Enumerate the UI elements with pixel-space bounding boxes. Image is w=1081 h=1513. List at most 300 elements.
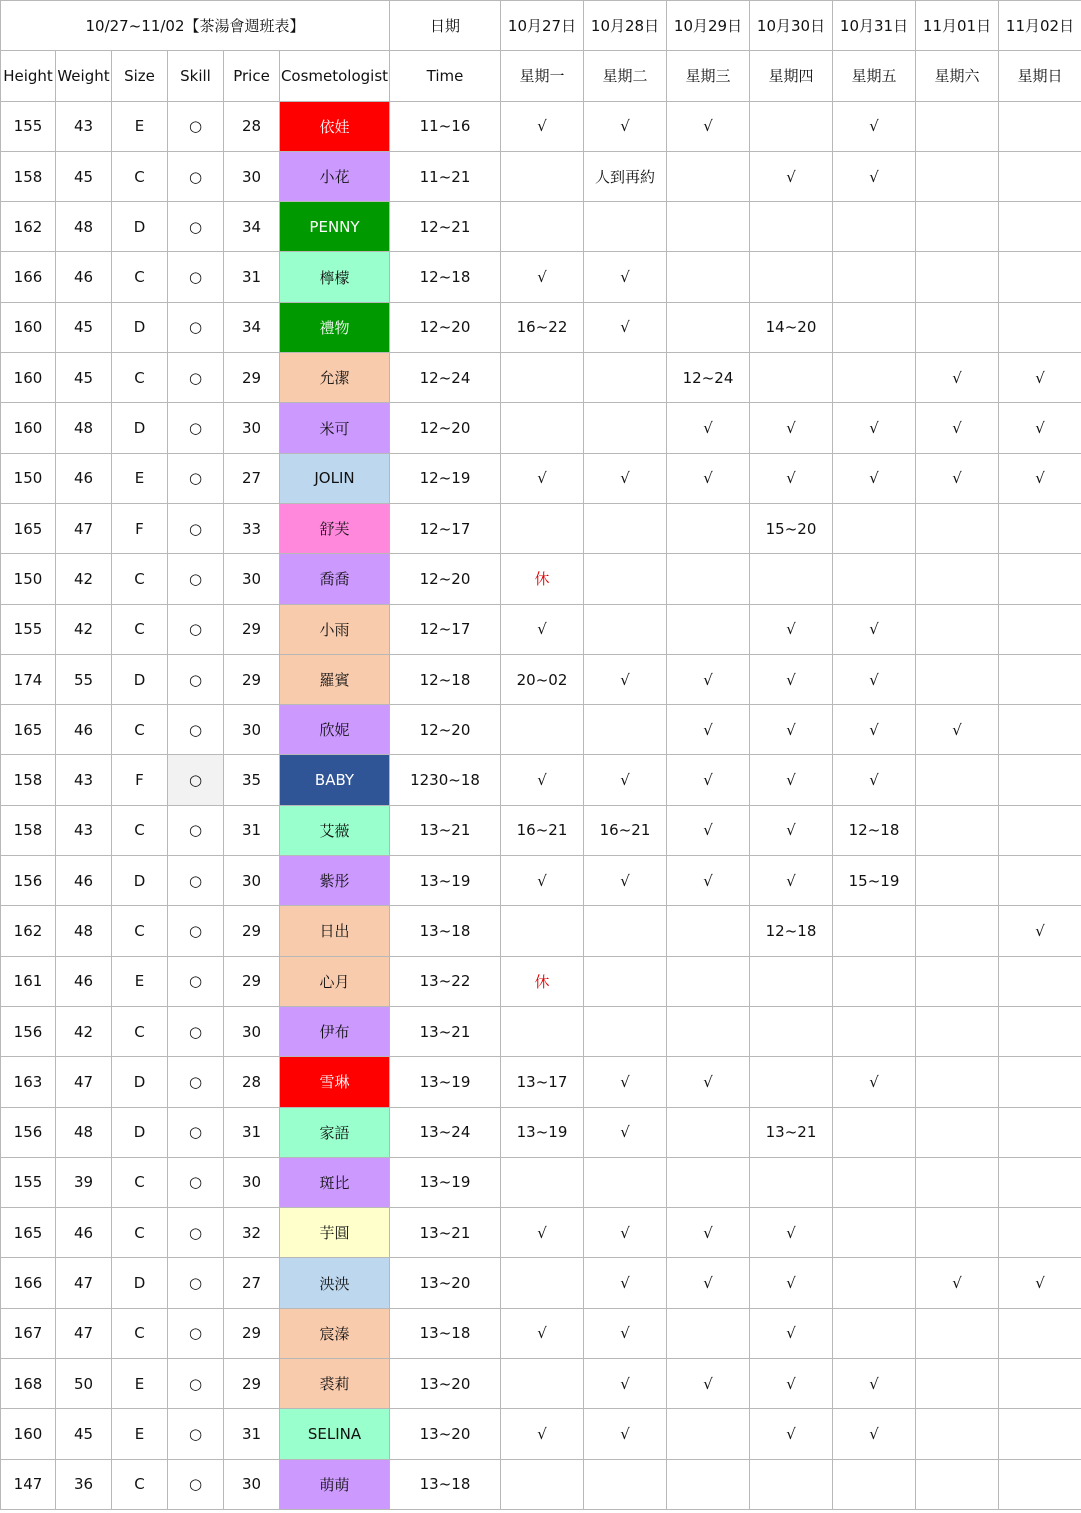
shift-check: √ (667, 1258, 750, 1308)
cell-height: 166 (1, 252, 56, 302)
cell-weight: 48 (56, 906, 112, 956)
shift-empty (750, 554, 833, 604)
shift-empty (999, 705, 1081, 755)
shift-check: √ (833, 101, 916, 151)
cell-height: 160 (1, 1409, 56, 1459)
shift-empty (667, 1409, 750, 1459)
cell-price: 29 (224, 956, 280, 1006)
cell-height: 156 (1, 1006, 56, 1056)
shift-check: √ (667, 654, 750, 704)
shift-check: √ (584, 654, 667, 704)
shift-empty (999, 856, 1081, 906)
cell-height: 162 (1, 202, 56, 252)
table-row (1, 1359, 1081, 1409)
shift-check: √ (584, 1308, 667, 1358)
cell-skill: ○ (168, 654, 224, 704)
shift-empty (584, 1459, 667, 1509)
shift-empty (999, 252, 1081, 302)
column-header-skill: Skill (168, 51, 224, 101)
cell-skill: ○ (168, 554, 224, 604)
shift-empty (999, 554, 1081, 604)
shift-empty (999, 1459, 1081, 1509)
shift-empty (584, 503, 667, 553)
shift-empty (501, 1459, 584, 1509)
shift-check: √ (833, 705, 916, 755)
shift-empty (584, 202, 667, 252)
shift-empty (999, 1157, 1081, 1207)
date-header: 10月28日 (584, 1, 667, 51)
table-row (1, 453, 1081, 503)
shift-empty (833, 554, 916, 604)
date-header: 10月30日 (750, 1, 833, 51)
cell-weight: 45 (56, 1409, 112, 1459)
cell-price: 27 (224, 453, 280, 503)
cell-skill: ○ (168, 906, 224, 956)
cell-time: 13~21 (390, 1006, 501, 1056)
cell-time: 13~19 (390, 1157, 501, 1207)
shift-empty (501, 353, 584, 403)
cell-skill: ○ (168, 1006, 224, 1056)
cell-price: 32 (224, 1208, 280, 1258)
shift-check: √ (750, 805, 833, 855)
cosmetologist-name: 宸溱 (280, 1308, 390, 1358)
shift-hours: 20~02 (501, 654, 584, 704)
cosmetologist-name: 羅賓 (280, 654, 390, 704)
cell-skill: ○ (168, 805, 224, 855)
shift-empty (916, 503, 999, 553)
header-row-columns (1, 51, 1081, 101)
cell-time: 13~18 (390, 906, 501, 956)
cell-weight: 45 (56, 151, 112, 201)
day-off-mark: 休 (501, 956, 584, 1006)
cell-size: C (112, 554, 168, 604)
shift-empty (916, 101, 999, 151)
shift-empty (916, 856, 999, 906)
shift-hours: 15~19 (833, 856, 916, 906)
cell-weight: 48 (56, 202, 112, 252)
cell-time: 12~20 (390, 705, 501, 755)
cell-weight: 46 (56, 956, 112, 1006)
column-header-price: Price (224, 51, 280, 101)
shift-empty (833, 1258, 916, 1308)
page-title: 10/27~11/02【茶湯會週班表】 (1, 1, 390, 51)
shift-check: √ (667, 1057, 750, 1107)
cell-time: 1230~18 (390, 755, 501, 805)
cosmetologist-name: 斑比 (280, 1157, 390, 1207)
table-row (1, 554, 1081, 604)
cell-size: C (112, 1459, 168, 1509)
shift-hours: 16~21 (501, 805, 584, 855)
table-row (1, 1107, 1081, 1157)
table-row (1, 755, 1081, 805)
shift-check: √ (916, 403, 999, 453)
shift-hours: 16~22 (501, 302, 584, 352)
shift-empty (501, 1006, 584, 1056)
shift-empty (916, 906, 999, 956)
cell-height: 150 (1, 453, 56, 503)
cell-skill: ○ (168, 755, 224, 805)
cosmetologist-name: 伊布 (280, 1006, 390, 1056)
cell-time: 13~24 (390, 1107, 501, 1157)
shift-empty (999, 1107, 1081, 1157)
cell-size: C (112, 705, 168, 755)
shift-check: √ (584, 1409, 667, 1459)
cosmetologist-name: 禮物 (280, 302, 390, 352)
table-row (1, 654, 1081, 704)
cell-height: 160 (1, 302, 56, 352)
shift-empty (667, 151, 750, 201)
shift-check: √ (916, 1258, 999, 1308)
cosmetologist-name: 喬喬 (280, 554, 390, 604)
weekday-header: 星期四 (750, 51, 833, 101)
table-row (1, 1208, 1081, 1258)
shift-empty (999, 202, 1081, 252)
shift-check: √ (501, 1409, 584, 1459)
shift-check: √ (584, 1208, 667, 1258)
cell-weight: 46 (56, 252, 112, 302)
shift-empty (999, 302, 1081, 352)
cell-price: 29 (224, 604, 280, 654)
shift-empty (667, 1107, 750, 1157)
cell-time: 11~21 (390, 151, 501, 201)
header-row-dates (1, 1, 1081, 51)
cell-size: E (112, 956, 168, 1006)
cell-size: E (112, 453, 168, 503)
shift-check: √ (750, 1208, 833, 1258)
shift-check: √ (750, 856, 833, 906)
cell-skill: ○ (168, 503, 224, 553)
date-header: 11月02日 (999, 1, 1081, 51)
shift-empty (999, 101, 1081, 151)
shift-empty (833, 1107, 916, 1157)
cell-time: 12~17 (390, 503, 501, 553)
weekday-header: 星期三 (667, 51, 750, 101)
shift-check: √ (999, 353, 1081, 403)
shift-empty (750, 101, 833, 151)
shift-check: √ (584, 1057, 667, 1107)
cell-height: 160 (1, 353, 56, 403)
cell-size: C (112, 604, 168, 654)
shift-check: √ (501, 1208, 584, 1258)
shift-check: √ (833, 654, 916, 704)
cell-size: C (112, 151, 168, 201)
table-row (1, 1308, 1081, 1358)
column-header-height: Height (1, 51, 56, 101)
cell-time: 12~17 (390, 604, 501, 654)
shift-empty (750, 1157, 833, 1207)
cell-price: 34 (224, 202, 280, 252)
cell-weight: 46 (56, 856, 112, 906)
shift-empty (667, 503, 750, 553)
cell-skill: ○ (168, 1308, 224, 1358)
cell-price: 30 (224, 705, 280, 755)
cosmetologist-name: JOLIN (280, 453, 390, 503)
shift-empty (916, 252, 999, 302)
shift-empty (999, 1308, 1081, 1358)
cell-weight: 42 (56, 554, 112, 604)
shift-empty (584, 554, 667, 604)
column-header-size: Size (112, 51, 168, 101)
shift-check: √ (750, 1409, 833, 1459)
shift-empty (833, 1208, 916, 1258)
cell-weight: 48 (56, 1107, 112, 1157)
table-row (1, 856, 1081, 906)
shift-empty (584, 1006, 667, 1056)
cell-height: 166 (1, 1258, 56, 1308)
cell-weight: 47 (56, 1057, 112, 1107)
shift-empty (750, 1006, 833, 1056)
shift-check: √ (750, 705, 833, 755)
table-row (1, 1057, 1081, 1107)
shift-check: √ (501, 1308, 584, 1358)
table-row (1, 151, 1081, 201)
shift-check: √ (584, 1258, 667, 1308)
shift-empty (916, 1409, 999, 1459)
shift-check: √ (833, 403, 916, 453)
schedule-body (1, 101, 1081, 1509)
cell-price: 34 (224, 302, 280, 352)
cell-skill: ○ (168, 856, 224, 906)
cell-time: 13~20 (390, 1409, 501, 1459)
cell-height: 158 (1, 805, 56, 855)
shift-empty (916, 1308, 999, 1358)
shift-empty (584, 906, 667, 956)
date-label: 日期 (390, 1, 501, 51)
cell-height: 167 (1, 1308, 56, 1358)
shift-empty (833, 503, 916, 553)
table-row (1, 1459, 1081, 1509)
shift-check: √ (667, 856, 750, 906)
cell-height: 158 (1, 151, 56, 201)
shift-empty (999, 1409, 1081, 1459)
shift-empty (916, 1057, 999, 1107)
shift-empty (916, 956, 999, 1006)
shift-empty (999, 1006, 1081, 1056)
cell-time: 13~21 (390, 805, 501, 855)
shift-hours: 14~20 (750, 302, 833, 352)
shift-empty (833, 302, 916, 352)
shift-empty (501, 202, 584, 252)
shift-check: √ (750, 654, 833, 704)
shift-empty (999, 805, 1081, 855)
shift-empty (833, 906, 916, 956)
weekday-header: 星期五 (833, 51, 916, 101)
cell-price: 30 (224, 151, 280, 201)
cell-time: 13~19 (390, 1057, 501, 1107)
cell-skill: ○ (168, 1258, 224, 1308)
cell-size: E (112, 101, 168, 151)
cell-size: E (112, 1409, 168, 1459)
cell-skill: ○ (168, 1409, 224, 1459)
cell-price: 33 (224, 503, 280, 553)
shift-empty (999, 1057, 1081, 1107)
shift-empty (667, 1006, 750, 1056)
shift-check: √ (750, 403, 833, 453)
cell-time: 12~18 (390, 252, 501, 302)
shift-check: √ (584, 252, 667, 302)
cell-price: 35 (224, 755, 280, 805)
cosmetologist-name: 允潔 (280, 353, 390, 403)
table-row (1, 906, 1081, 956)
cosmetologist-name: 芋圓 (280, 1208, 390, 1258)
cell-size: C (112, 1157, 168, 1207)
cell-weight: 50 (56, 1359, 112, 1409)
cell-time: 12~19 (390, 453, 501, 503)
shift-empty (916, 805, 999, 855)
cell-price: 30 (224, 856, 280, 906)
shift-empty (916, 1157, 999, 1207)
shift-check: √ (667, 101, 750, 151)
cosmetologist-name: 欣妮 (280, 705, 390, 755)
cell-weight: 46 (56, 453, 112, 503)
cell-skill: ○ (168, 956, 224, 1006)
shift-empty (999, 151, 1081, 201)
shift-check: √ (750, 604, 833, 654)
cosmetologist-name: 依娃 (280, 101, 390, 151)
shift-empty (667, 302, 750, 352)
cell-weight: 39 (56, 1157, 112, 1207)
cell-weight: 43 (56, 805, 112, 855)
cell-size: C (112, 906, 168, 956)
column-header-time: Time (390, 51, 501, 101)
day-off-mark: 休 (501, 554, 584, 604)
shift-check: √ (833, 1409, 916, 1459)
shift-check: √ (750, 1359, 833, 1409)
weekday-header: 星期日 (999, 51, 1081, 101)
shift-empty (999, 654, 1081, 704)
cell-size: F (112, 755, 168, 805)
cosmetologist-name: PENNY (280, 202, 390, 252)
shift-empty (916, 1359, 999, 1409)
cell-size: D (112, 1258, 168, 1308)
shift-empty (584, 353, 667, 403)
cell-weight: 45 (56, 302, 112, 352)
shift-check: √ (833, 151, 916, 201)
shift-check: √ (750, 1258, 833, 1308)
cell-weight: 46 (56, 705, 112, 755)
shift-empty (750, 956, 833, 1006)
shift-hours: 12~18 (833, 805, 916, 855)
cell-price: 29 (224, 353, 280, 403)
cell-time: 13~19 (390, 856, 501, 906)
cell-height: 168 (1, 1359, 56, 1409)
cell-height: 161 (1, 956, 56, 1006)
cell-size: D (112, 202, 168, 252)
cell-size: D (112, 1107, 168, 1157)
cell-skill: ○ (168, 453, 224, 503)
cosmetologist-name: 心月 (280, 956, 390, 1006)
table-row (1, 101, 1081, 151)
shift-check: √ (833, 604, 916, 654)
shift-empty (916, 654, 999, 704)
cell-skill: ○ (168, 353, 224, 403)
shift-empty (750, 252, 833, 302)
cell-time: 13~22 (390, 956, 501, 1006)
cosmetologist-name: 紫彤 (280, 856, 390, 906)
shift-empty (999, 755, 1081, 805)
shift-empty (916, 604, 999, 654)
cell-time: 12~18 (390, 654, 501, 704)
shift-hours: 16~21 (584, 805, 667, 855)
cell-height: 150 (1, 554, 56, 604)
shift-empty (584, 1157, 667, 1207)
shift-empty (833, 252, 916, 302)
date-header: 10月29日 (667, 1, 750, 51)
shift-empty (584, 403, 667, 453)
shift-empty (833, 1308, 916, 1358)
shift-empty (999, 956, 1081, 1006)
cell-time: 12~20 (390, 302, 501, 352)
cell-price: 30 (224, 1157, 280, 1207)
cell-skill: ○ (168, 302, 224, 352)
cell-size: D (112, 654, 168, 704)
cell-height: 163 (1, 1057, 56, 1107)
shift-check: √ (584, 101, 667, 151)
cell-weight: 48 (56, 403, 112, 453)
cell-skill: ○ (168, 705, 224, 755)
table-row (1, 805, 1081, 855)
cell-height: 165 (1, 1208, 56, 1258)
table-row (1, 604, 1081, 654)
shift-empty (916, 302, 999, 352)
cell-price: 29 (224, 1308, 280, 1358)
cosmetologist-name: 舒芙 (280, 503, 390, 553)
shift-check: √ (501, 856, 584, 906)
cell-weight: 43 (56, 101, 112, 151)
shift-empty (750, 353, 833, 403)
shift-empty (750, 202, 833, 252)
cosmetologist-name: 萌萌 (280, 1459, 390, 1509)
shift-check: √ (501, 252, 584, 302)
cell-size: C (112, 252, 168, 302)
shift-check: √ (501, 101, 584, 151)
cell-weight: 46 (56, 1208, 112, 1258)
shift-check: √ (501, 755, 584, 805)
table-row (1, 956, 1081, 1006)
shift-empty (667, 956, 750, 1006)
shift-empty (667, 1157, 750, 1207)
table-row (1, 1258, 1081, 1308)
shift-check: √ (667, 1359, 750, 1409)
cell-height: 155 (1, 604, 56, 654)
cell-size: C (112, 353, 168, 403)
shift-empty (501, 906, 584, 956)
table-row (1, 302, 1081, 352)
cell-time: 13~20 (390, 1258, 501, 1308)
shift-empty (667, 1459, 750, 1509)
shift-check: √ (501, 453, 584, 503)
shift-empty (667, 604, 750, 654)
shift-empty (916, 202, 999, 252)
cell-weight: 36 (56, 1459, 112, 1509)
cell-weight: 47 (56, 503, 112, 553)
column-header-cosmetologist: Cosmetologist (280, 51, 390, 101)
table-row (1, 202, 1081, 252)
cell-price: 28 (224, 101, 280, 151)
cell-skill: ○ (168, 101, 224, 151)
shift-hours: 15~20 (750, 503, 833, 553)
cell-time: 13~18 (390, 1459, 501, 1509)
shift-empty (501, 151, 584, 201)
cosmetologist-name: 小花 (280, 151, 390, 201)
cell-height: 160 (1, 403, 56, 453)
shift-empty (584, 956, 667, 1006)
cell-height: 155 (1, 101, 56, 151)
cosmetologist-name: 泱泱 (280, 1258, 390, 1308)
cell-weight: 42 (56, 1006, 112, 1056)
shift-empty (667, 252, 750, 302)
cosmetologist-name: 檸檬 (280, 252, 390, 302)
